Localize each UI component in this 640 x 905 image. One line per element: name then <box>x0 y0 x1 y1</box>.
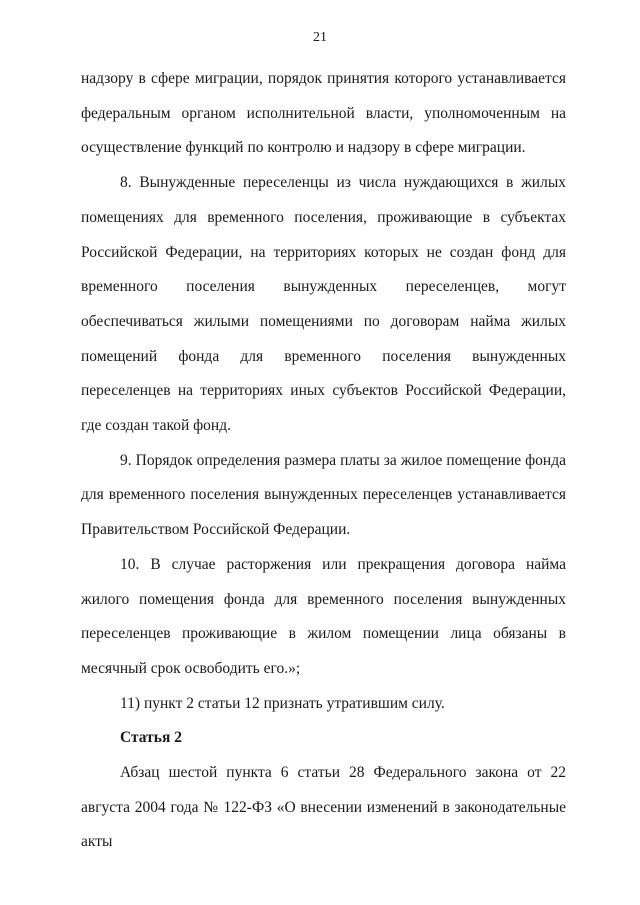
paragraph-item-9: 9. Порядок определения размера платы за жилое помещение фонда для временного поселения вынужденных переселенцев устанавливается Правительством Российской Федерации. <box>81 451 566 539</box>
paragraph-item-8: 8. Вынужденные переселенцы из числа нуждающихся в жилых помещениях для временного поселения, проживающие в субъектах Российской Федерации, на территориях которых не создан фонд для временного поселения вынужденных переселенцев, могут обеспечиваться жилыми помещениями по договорам найма жилых помещений фонда для временного поселения вынужденных переселенцев на территориях иных субъектов Российской Федерации, где создан такой фонд. <box>81 174 566 435</box>
document-body <box>81 62 566 860</box>
paragraph-article-2: Абзац шестой пункта 6 статьи 28 Федерального закона от 22 августа 2004 года № 122-ФЗ «О внесении изменений в законодательные акты <box>81 764 566 851</box>
article-heading: Статья 2 <box>120 729 182 747</box>
page-number: 21 <box>313 30 327 45</box>
paragraph-item-10: 10. В случае расторжения или прекращения договора найма жилого помещения фонда для временного поселения вынужденных переселенцев проживающие в жилом помещении лица обязаны в месячный срок освободить его.»; <box>81 555 566 677</box>
paragraph-item-11: 11) пункт 2 статьи 12 признать утратившим силу. <box>120 694 445 712</box>
paragraph-continuation: надзору в сфере миграции, порядок принятия которого устанавливается федеральным органом исполнительной власти, уполномоченным на осуществление функций по контролю и надзору в сфере миграции. <box>81 70 566 157</box>
